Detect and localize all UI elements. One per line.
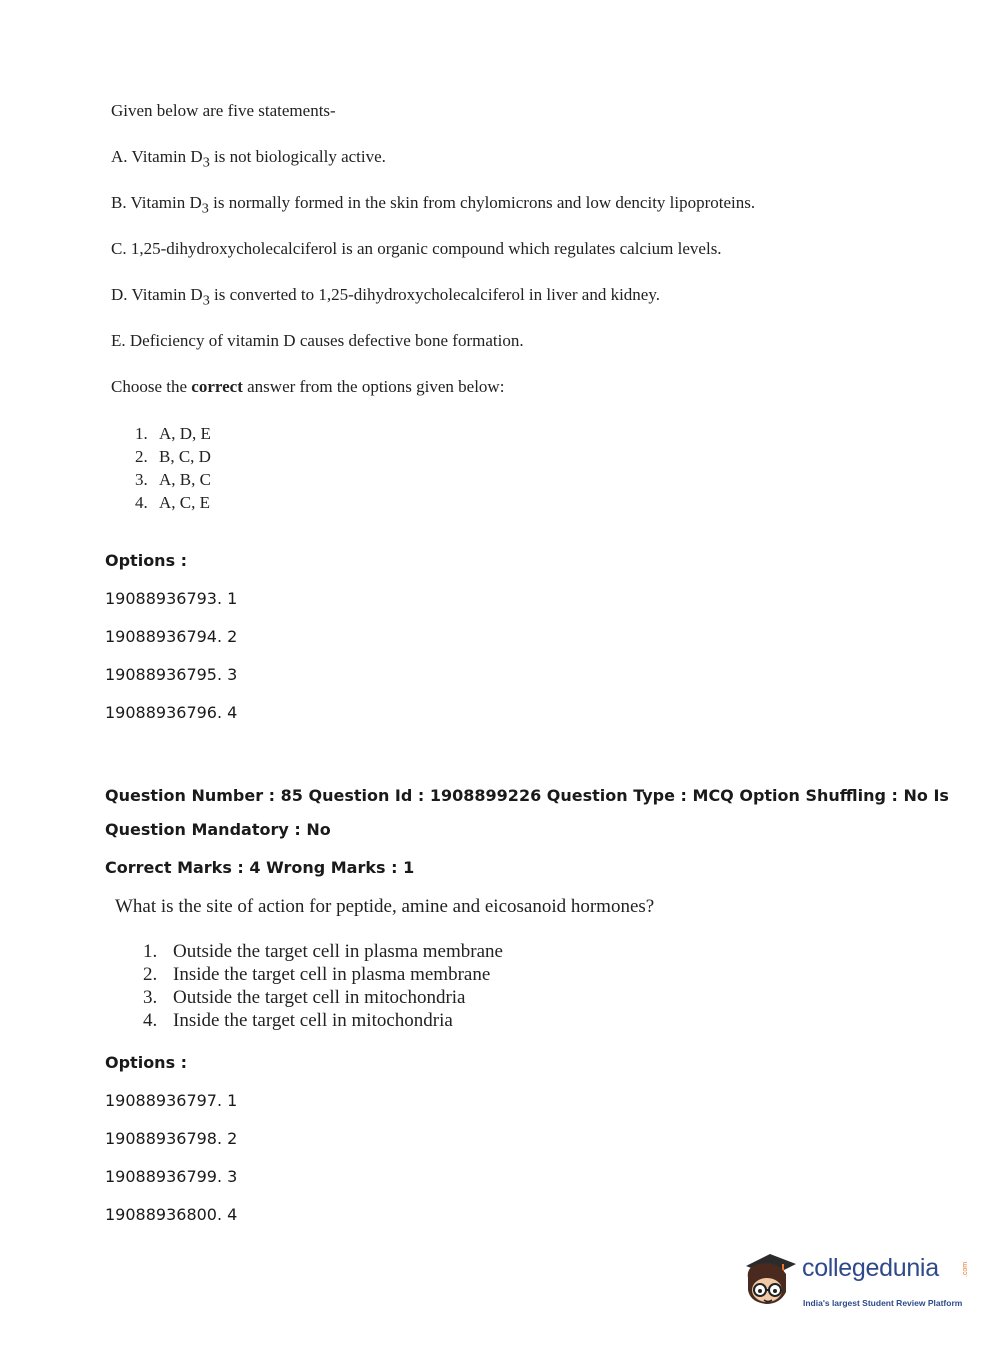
q1-intro: Given below are five statements-: [111, 101, 336, 120]
q2-answer-item: 3. Outside the target cell in mitochondria: [143, 987, 466, 1008]
q1-answer-item: 3. A, B, C: [135, 470, 211, 489]
q1-statement: D. Vitamin $D_3$ is converted to 1,25-dihydroxycholecalciferol in liver and kidney.: [111, 285, 660, 309]
q2-answer-item: 1. Outside the target cell in plasma membrane: [143, 941, 503, 962]
q2-options-label: Options :: [105, 1053, 188, 1072]
q2-option: 19088936800. 4: [105, 1205, 238, 1224]
q2-answer-item: 2. Inside the target cell in plasma membrane: [143, 964, 491, 985]
q1-answer-item: 4. A, C, E: [135, 493, 210, 512]
q1-statement: A. Vitamin $D_3$ is not biologically active.: [111, 147, 386, 171]
q1-instruction: Choose the correct answer from the options given below:: [111, 377, 505, 396]
q1-option: 19088936796. 4: [105, 703, 238, 722]
logo-wordmark: collegedunia: [802, 1254, 939, 1282]
q2-meta-line1: Question Number : 85 Question Id : 1908899226 Question Type : MCQ Option Shuffling : No Is: [105, 786, 949, 805]
q1-option: 19088936795. 3: [105, 665, 238, 684]
q1-statement: B. Vitamin $D_3$ is normally formed in the skin from chylomicrons and low dencity lipoproteins.: [111, 193, 756, 217]
statement-label: B.: [111, 193, 127, 212]
logo-suffix: .com: [962, 1261, 970, 1278]
q2-option: 19088936797. 1: [105, 1091, 238, 1110]
q1-statement: C. 1,25-dihydroxycholecalciferol is an organic compound which regulates calcium levels.: [111, 239, 722, 258]
q2-answer-item: 4. Inside the target cell in mitochondria: [143, 1010, 453, 1031]
q2-marks: Correct Marks : 4 Wrong Marks : 1: [105, 858, 415, 877]
q1-option: 19088936794. 2: [105, 627, 238, 646]
q2-meta-line2: Question Mandatory : No: [105, 820, 331, 839]
statement-label: C.: [111, 239, 127, 258]
q1-answer-item: 2. B, C, D: [135, 447, 211, 466]
collegedunia-logo: [740, 1248, 970, 1318]
logo-tagline: India's largest Student Review Platform: [803, 1298, 963, 1308]
q1-statement: E. Deficiency of vitamin D causes defective bone formation.: [111, 331, 524, 350]
statement-label: D.: [111, 285, 128, 304]
q1-options-label: Options :: [105, 551, 188, 570]
q2-option: 19088936798. 2: [105, 1129, 238, 1148]
q2-option: 19088936799. 3: [105, 1167, 238, 1186]
q1-option: 19088936793. 1: [105, 589, 238, 608]
q1-answer-item: 1. A, D, E: [135, 424, 211, 443]
q2-question: What is the site of action for peptide, amine and eicosanoid hormones?: [115, 896, 655, 917]
mascot-icon: [740, 1248, 800, 1318]
statement-label: E.: [111, 331, 126, 350]
statement-label: A.: [111, 147, 128, 166]
